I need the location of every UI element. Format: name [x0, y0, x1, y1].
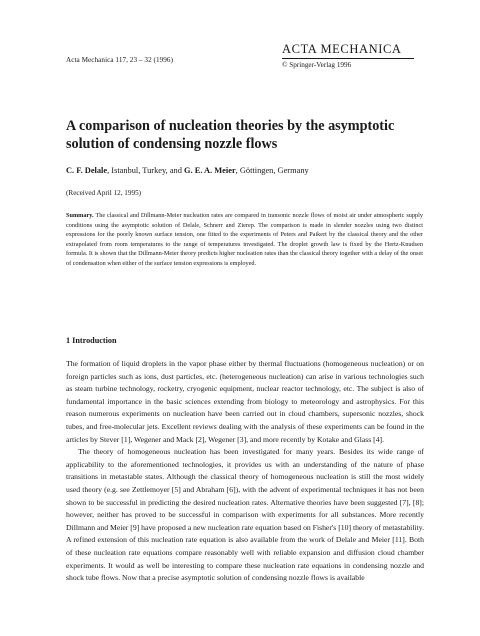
- summary-text: The classical and Dillmann-Meier nucleation rates are compared in transonic nozzle flows of moist air under atmospheric supply conditions using the asymptotic solution of Delale, Schnerr and Zierep. The comparison is made in slender nozzles using two distinct expressions for the poorly known surface tension, one fitted to the experiments of Peters and Paikert by the classical theory and the other extrapolated from room temperatures to the range of temperatures investigated. The droplet growth law is fixed by the Hertz-Knudsen formula. It is shown that the Dillmann-Meier theory predicts higher nucleation rates than the classical theory together with a delay of the onset of condensation when either of the surface tension expressions is employed.: [66, 212, 423, 267]
- author-name: G. E. A. Meier: [184, 166, 236, 175]
- journal-reference: Acta Mechanica 117, 23 – 32 (1996): [66, 56, 174, 64]
- author-name: C. F. Delale: [66, 166, 108, 175]
- summary-label: Summary.: [66, 212, 94, 219]
- journal-name: ACTA MECHANICA: [282, 42, 402, 56]
- author-affiliation: , Istanbul, Turkey, and: [107, 166, 185, 175]
- body-paragraph: The theory of homogeneous nucleation has been investigated for many years. Besides its wide range of applicability to the aforementioned technologies, it provides us with an understanding of the nature of phase transitions in metastable states. Although the classical theory of homogeneous nucleation is still the most widely used theory (e.g. see Zettlemoyer [5] and Abraham [6]), with the advent of experimental techniques it has not been shown to be successful in predicting the desired nucleation rates. Alternative theories have been suggested [7], [8]; however, neither has proved to be successful in comparison with experiments for all substances. More recently Dillmann and Meier [9] have proposed a new nucleation rate equation based on Fisher's [10] theory of metastability. A refined extension of this nucleation rate equation is also available from the work of Delale and Meier [11]. Both of these nucleation rate equations compare reasonably well with reliable expansion and diffusion cloud chamber experiments. It would as well be interesting to compare these nucleation rate equations in condensing nozzle and shock tube flows. Now that a precise asymptotic solution of condensing nozzle flows is available: [66, 447, 424, 583]
- copyright-line: © Springer-Verlag 1996: [282, 61, 352, 69]
- body-paragraph: The formation of liquid droplets in the vapor phase either by thermal fluctuations (homogeneous nucleation) or on foreign particles such as ions, dust particles, etc. (heterogeneous nucleation) can arise in various technologies such as steam turbine technology, rocketry, cryogenic equipment, nuclear reactor technology, etc. The subject is also of fundamental importance in the basic sciences extending from biology to meteorology and astrophysics. For this reason numerous experiments on nucleation have been carried out in cloud chambers, supersonic nozzles, shock tubes, and free-molecular jets. Excellent reviews dealing with the analysis of these experiments can be found in the articles by Stever [1], Wegener and Mack [2], Wegener [3], and more recently by Kotake and Glass [4].: [66, 359, 424, 444]
- section-heading-introduction: 1 Introduction: [66, 336, 117, 345]
- received-date: (Received April 12, 1995): [66, 189, 142, 197]
- author-affiliation: , Göttingen, Germany: [235, 166, 309, 175]
- journal-masthead: [282, 42, 414, 59]
- author-line: [66, 166, 426, 175]
- introduction-body: [66, 358, 424, 585]
- article-title: A comparison of nucleation theories by the asymptotic solution of condensing nozzle flows: [66, 118, 395, 152]
- summary-abstract: [66, 211, 423, 268]
